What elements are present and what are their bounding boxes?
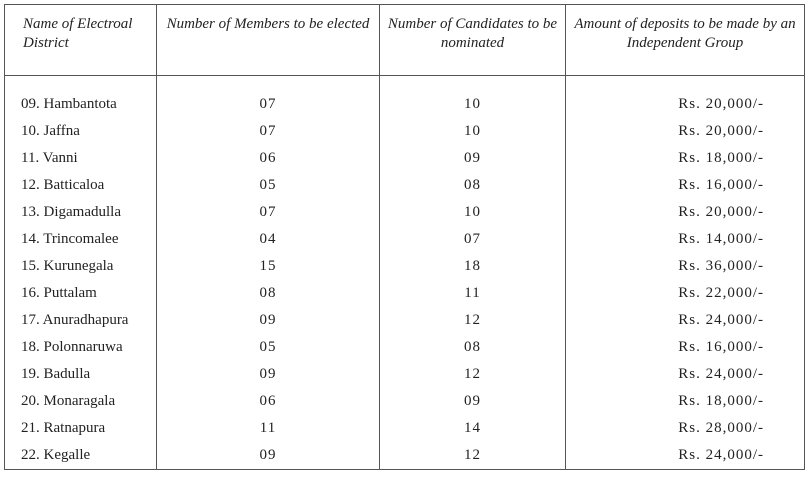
deposit-cell: Rs. 28,000/- — [566, 415, 805, 442]
candidates-cell: 12 — [380, 307, 566, 334]
candidates-cell: 09 — [380, 388, 566, 415]
candidates-cell: 08 — [380, 334, 566, 361]
district-cell: 13. Digamadulla — [5, 199, 157, 226]
district-cell: 10. Jaffna — [5, 118, 157, 145]
table-row — [5, 226, 805, 253]
district-cell: 18. Polonnaruwa — [5, 334, 157, 361]
candidates-cell: 10 — [380, 118, 566, 145]
electoral-district-table — [4, 4, 805, 470]
candidates-cell: 18 — [380, 253, 566, 280]
deposit-cell: Rs. 16,000/- — [566, 172, 805, 199]
district-cell: 17. Anuradhapura — [5, 307, 157, 334]
deposit-cell: Rs. 22,000/- — [566, 280, 805, 307]
candidates-cell: 14 — [380, 415, 566, 442]
table-row — [5, 334, 805, 361]
table-body — [5, 76, 805, 470]
district-cell: 15. Kurunegala — [5, 253, 157, 280]
header-deposits: Amount of deposits to be made by an Independent Group — [566, 5, 805, 76]
table-row — [5, 361, 805, 388]
deposit-cell: Rs. 20,000/- — [566, 91, 805, 118]
spacer-row — [5, 76, 805, 92]
candidates-cell: 12 — [380, 361, 566, 388]
candidates-cell: 10 — [380, 199, 566, 226]
district-cell: 21. Ratnapura — [5, 415, 157, 442]
deposit-cell: Rs. 18,000/- — [566, 388, 805, 415]
members-cell: 15 — [157, 253, 380, 280]
members-cell: 11 — [157, 415, 380, 442]
candidates-cell: 12 — [380, 442, 566, 470]
members-cell: 07 — [157, 91, 380, 118]
table-row — [5, 388, 805, 415]
district-cell: 22. Kegalle — [5, 442, 157, 470]
header-members: Number of Members to be elected — [157, 5, 380, 76]
table-row — [5, 172, 805, 199]
header-candidates: Number of Candidates to be nominated — [380, 5, 566, 76]
table-row — [5, 118, 805, 145]
table-row — [5, 415, 805, 442]
spacer-cell — [5, 76, 157, 92]
table-row — [5, 442, 805, 470]
deposit-cell: Rs. 20,000/- — [566, 118, 805, 145]
deposit-cell: Rs. 36,000/- — [566, 253, 805, 280]
table-row — [5, 307, 805, 334]
table-row — [5, 280, 805, 307]
members-cell: 04 — [157, 226, 380, 253]
deposit-cell: Rs. 16,000/- — [566, 334, 805, 361]
deposit-cell: Rs. 20,000/- — [566, 199, 805, 226]
deposit-cell: Rs. 24,000/- — [566, 307, 805, 334]
members-cell: 05 — [157, 172, 380, 199]
candidates-cell: 10 — [380, 91, 566, 118]
spacer-cell — [566, 76, 805, 92]
members-cell: 06 — [157, 145, 380, 172]
deposit-cell: Rs. 14,000/- — [566, 226, 805, 253]
deposit-cell: Rs. 18,000/- — [566, 145, 805, 172]
district-cell: 19. Badulla — [5, 361, 157, 388]
deposit-cell: Rs. 24,000/- — [566, 361, 805, 388]
members-cell: 07 — [157, 199, 380, 226]
candidates-cell: 09 — [380, 145, 566, 172]
table-row — [5, 91, 805, 118]
district-cell: 16. Puttalam — [5, 280, 157, 307]
table-row — [5, 253, 805, 280]
members-cell: 09 — [157, 361, 380, 388]
spacer-cell — [157, 76, 380, 92]
deposit-cell: Rs. 24,000/- — [566, 442, 805, 470]
members-cell: 08 — [157, 280, 380, 307]
spacer-cell — [380, 76, 566, 92]
candidates-cell: 11 — [380, 280, 566, 307]
candidates-cell: 07 — [380, 226, 566, 253]
district-cell: 14. Trincomalee — [5, 226, 157, 253]
district-cell: 11. Vanni — [5, 145, 157, 172]
district-cell: 20. Monaragala — [5, 388, 157, 415]
table-row — [5, 199, 805, 226]
table-header — [5, 5, 805, 76]
members-cell: 05 — [157, 334, 380, 361]
table-row — [5, 145, 805, 172]
header-district: Name of Electroal District — [5, 5, 157, 76]
district-cell: 12. Batticaloa — [5, 172, 157, 199]
district-cell: 09. Hambantota — [5, 91, 157, 118]
members-cell: 06 — [157, 388, 380, 415]
members-cell: 09 — [157, 442, 380, 470]
candidates-cell: 08 — [380, 172, 566, 199]
header-row — [5, 5, 805, 76]
members-cell: 07 — [157, 118, 380, 145]
members-cell: 09 — [157, 307, 380, 334]
